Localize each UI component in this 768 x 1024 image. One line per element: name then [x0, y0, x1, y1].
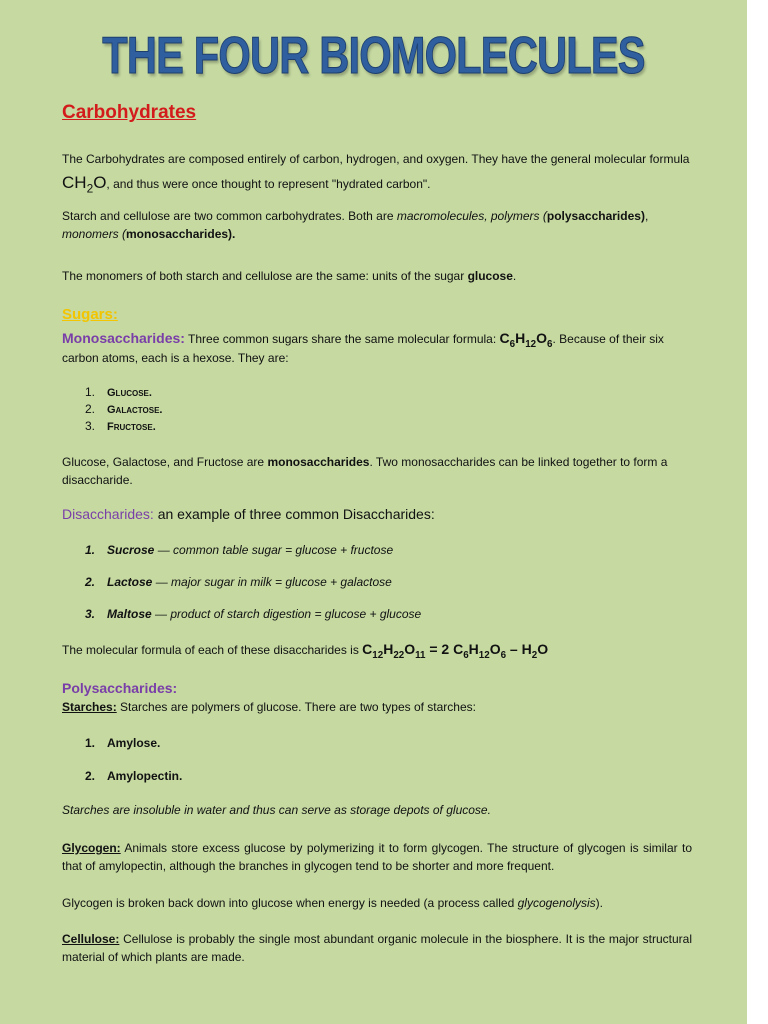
list-item: 1. Amylose. — [85, 736, 161, 750]
list-item: 1. Glucose. — [85, 385, 152, 399]
carbohydrates-paragraph-1: The Carbohydrates are composed entirely of carbon, hydrogen, and oxygen. They have the general molecular formula $CH_2O$, and thus were once thought to represent "hydrated carbon". — [62, 152, 690, 196]
list-item: 1. Sucrose — common table sugar = glucose + fructose — [85, 543, 394, 557]
hexose-formula: $C_6H_{12}O_6$ — [499, 330, 553, 350]
glycogenolysis-paragraph: Glycogen is broken back down into glucose when energy is needed (a process called glycogenolysis). — [62, 896, 603, 910]
list-item: 2. Amylopectin. — [85, 769, 183, 783]
list-item: 2. Lactose — major sugar in milk = glucose + galactose — [85, 575, 392, 589]
disaccharide-formula-line: The molecular formula of each of these disaccharides is $C_{12}H_{22}O_{11} = 2$ $C_6H_{12}O_6 - H_2O$ — [62, 641, 549, 661]
starches-paragraph: Starches: Starches are polymers of glucose. There are two types of starches: — [62, 700, 476, 714]
list-item: 2. Galactose. — [85, 402, 163, 416]
glycogen-paragraph: Glycogen: Animals store excess glucose by polymerizing it to form glycogen. The structure of glycogen is similar to that of amylopectin, although the branches in glycogen tend to be shorter and more frequent. — [62, 841, 692, 873]
starches-storage-note: Starches are insoluble in water and thus can serve as storage depots of glucose. — [62, 803, 491, 817]
list-item: 3. Fructose. — [85, 419, 156, 433]
carbohydrates-paragraph-2: Starch and cellulose are two common carbohydrates. Both are macromolecules, polymers (polysaccharides), monomers (monosaccharides). — [62, 209, 649, 241]
page-title: THE FOUR BIOMOLECULES — [102, 27, 645, 85]
list-item: 3. Maltose — product of starch digestion = glucose + glucose — [85, 607, 422, 621]
cellulose-paragraph: Cellulose: Cellulose is probably the single most abundant organic molecule in the biosphere. It is the major structural material of which plants are made. — [62, 932, 692, 964]
monosaccharides-summary: Glucose, Galactose, and Fructose are monosaccharides. Two monosaccharides can be linked together to form a disaccharide. — [62, 455, 668, 487]
general-formula: $CH_2O$ — [62, 173, 107, 196]
monosaccharides-paragraph: Monosaccharides: Three common sugars share the same molecular formula: $C_6H_{12}O_6$. Because of their six carbon atoms, each is a hexose. They are: — [62, 330, 664, 365]
disaccharide-formula: $C_{12}H_{22}O_{11} = 2$ $C_6H_{12}O_6 - H_2O$ — [362, 641, 549, 661]
carbohydrates-heading: Carbohydrates — [62, 102, 197, 123]
carbohydrates-paragraph-3: The monomers of both starch and cellulose are the same: units of the sugar glucose. — [62, 269, 517, 283]
polysaccharides-heading: Polysaccharides: — [62, 680, 178, 696]
disaccharides-heading: Disaccharides: an example of three common Disaccharides: — [62, 506, 435, 522]
sugars-heading: Sugars: — [62, 306, 118, 323]
